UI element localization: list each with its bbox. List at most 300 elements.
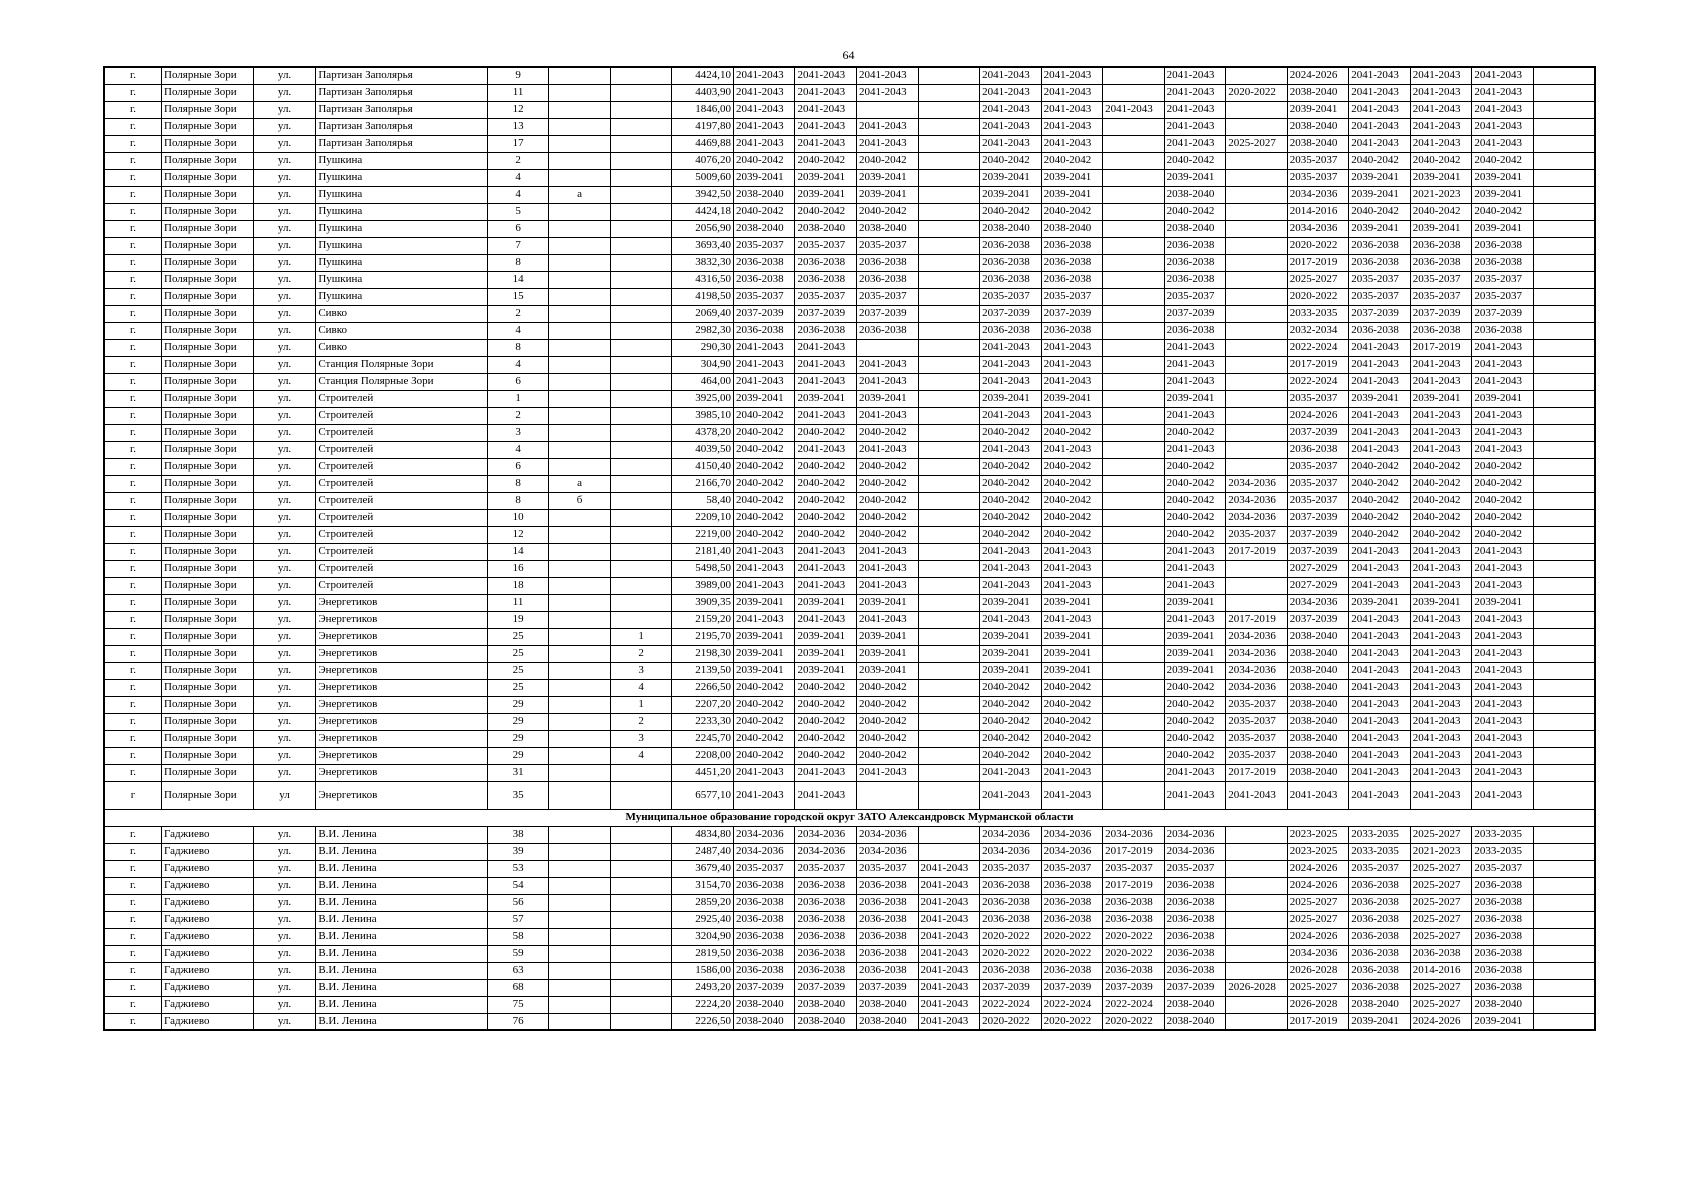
cell-d3 xyxy=(857,339,919,356)
cell-d11: 2041-2043 xyxy=(1349,628,1411,645)
cell-d12: 2025-2027 xyxy=(1410,911,1472,928)
cell-d7 xyxy=(1103,441,1165,458)
cell-street: Пушкина xyxy=(316,271,487,288)
cell-type: г. xyxy=(104,894,162,911)
cell-d11: 2040-2042 xyxy=(1349,152,1411,169)
cell-d5: 2036-2038 xyxy=(980,894,1042,911)
cell-d1: 2040-2042 xyxy=(733,509,795,526)
table-row xyxy=(104,826,1595,843)
cell-d13: 2041-2043 xyxy=(1472,628,1534,645)
table-row xyxy=(104,996,1595,1013)
cell-d9 xyxy=(1226,390,1288,407)
cell-d9 xyxy=(1226,441,1288,458)
cell-type: г. xyxy=(104,860,162,877)
cell-d1: 2040-2042 xyxy=(733,526,795,543)
cell-d11: 2036-2038 xyxy=(1349,894,1411,911)
cell-building xyxy=(549,84,611,101)
cell-area: 3154,70 xyxy=(672,877,734,894)
cell-d13: 2041-2043 xyxy=(1472,67,1534,84)
cell-d10: 2034-2036 xyxy=(1287,186,1349,203)
cell-house: 1 xyxy=(487,390,549,407)
cell-d6: 2036-2038 xyxy=(1041,271,1103,288)
cell-d5: 2036-2038 xyxy=(980,254,1042,271)
cell-street: Сивко xyxy=(316,339,487,356)
cell-d13: 2040-2042 xyxy=(1472,492,1534,509)
cell-d10: 2038-2040 xyxy=(1287,696,1349,713)
cell-building xyxy=(549,577,611,594)
cell-d9 xyxy=(1226,203,1288,220)
cell-d7: 2020-2022 xyxy=(1103,945,1165,962)
cell-street_type: ул. xyxy=(253,1013,316,1030)
cell-d3: 2041-2043 xyxy=(857,764,919,781)
cell-d9 xyxy=(1226,594,1288,611)
cell-d5: 2041-2043 xyxy=(980,560,1042,577)
cell-d9: 2034-2036 xyxy=(1226,679,1288,696)
cell-d13: 2040-2042 xyxy=(1472,509,1534,526)
table-row xyxy=(104,747,1595,764)
cell-block xyxy=(610,441,672,458)
cell-d10: 2025-2027 xyxy=(1287,894,1349,911)
cell-area: 2195,70 xyxy=(672,628,734,645)
cell-d8: 2036-2038 xyxy=(1164,322,1226,339)
cell-d10: 2041-2043 xyxy=(1287,781,1349,809)
cell-d8: 2041-2043 xyxy=(1164,407,1226,424)
cell-street_type: ул. xyxy=(253,84,316,101)
cell-d6: 2034-2036 xyxy=(1041,843,1103,860)
cell-building: а xyxy=(549,475,611,492)
cell-d5: 2034-2036 xyxy=(980,843,1042,860)
cell-d5: 2039-2041 xyxy=(980,186,1042,203)
cell-street_type: ул. xyxy=(253,271,316,288)
cell-d4 xyxy=(918,220,980,237)
cell-d3: 2041-2043 xyxy=(857,560,919,577)
cell-d11: 2041-2043 xyxy=(1349,764,1411,781)
cell-d3: 2041-2043 xyxy=(857,373,919,390)
cell-street: Станция Полярные Зори xyxy=(316,356,487,373)
cell-block xyxy=(610,764,672,781)
cell-d4 xyxy=(918,237,980,254)
cell-type: г. xyxy=(104,696,162,713)
cell-d2: 2036-2038 xyxy=(795,894,857,911)
cell-d9 xyxy=(1226,322,1288,339)
cell-d9 xyxy=(1226,220,1288,237)
cell-d4 xyxy=(918,509,980,526)
cell-d11: 2041-2043 xyxy=(1349,424,1411,441)
cell-building xyxy=(549,373,611,390)
cell-d2: 2034-2036 xyxy=(795,843,857,860)
cell-area: 4451,20 xyxy=(672,764,734,781)
cell-city: Гаджиево xyxy=(162,843,254,860)
cell-d14 xyxy=(1533,101,1595,118)
cell-d14 xyxy=(1533,118,1595,135)
cell-street: Строителей xyxy=(316,390,487,407)
cell-d4: 2041-2043 xyxy=(918,911,980,928)
cell-d1: 2036-2038 xyxy=(733,911,795,928)
cell-d12: 2041-2043 xyxy=(1410,407,1472,424)
cell-d9: 2035-2037 xyxy=(1226,747,1288,764)
table-row xyxy=(104,1013,1595,1030)
cell-d2: 2041-2043 xyxy=(795,67,857,84)
cell-d9 xyxy=(1226,152,1288,169)
cell-d8: 2041-2043 xyxy=(1164,84,1226,101)
cell-d2: 2041-2043 xyxy=(795,101,857,118)
cell-d7 xyxy=(1103,220,1165,237)
cell-d4 xyxy=(918,764,980,781)
cell-street: Энергетиков xyxy=(316,662,487,679)
cell-d14 xyxy=(1533,662,1595,679)
cell-street_type: ул. xyxy=(253,713,316,730)
cell-d2: 2035-2037 xyxy=(795,860,857,877)
cell-street_type: ул. xyxy=(253,101,316,118)
cell-d12: 2041-2043 xyxy=(1410,645,1472,662)
cell-d5: 2037-2039 xyxy=(980,305,1042,322)
cell-d6: 2041-2043 xyxy=(1041,67,1103,84)
cell-d6: 2041-2043 xyxy=(1041,339,1103,356)
cell-d13: 2036-2038 xyxy=(1472,928,1534,945)
cell-street: Партизан Заполярья xyxy=(316,135,487,152)
cell-d3: 2041-2043 xyxy=(857,84,919,101)
cell-d13: 2041-2043 xyxy=(1472,356,1534,373)
cell-street_type: ул. xyxy=(253,390,316,407)
cell-d13: 2041-2043 xyxy=(1472,764,1534,781)
table-row xyxy=(104,696,1595,713)
cell-d8: 2041-2043 xyxy=(1164,339,1226,356)
cell-d6: 2020-2022 xyxy=(1041,945,1103,962)
cell-block xyxy=(610,373,672,390)
cell-street: Пушкина xyxy=(316,186,487,203)
cell-d11: 2036-2038 xyxy=(1349,979,1411,996)
cell-street: В.И. Ленина xyxy=(316,826,487,843)
cell-building: а xyxy=(549,186,611,203)
cell-d3: 2040-2042 xyxy=(857,458,919,475)
cell-block xyxy=(610,135,672,152)
cell-block xyxy=(610,860,672,877)
cell-d2: 2036-2038 xyxy=(795,928,857,945)
cell-d4 xyxy=(918,526,980,543)
cell-house: 76 xyxy=(487,1013,549,1030)
cell-d7 xyxy=(1103,509,1165,526)
cell-d2: 2036-2038 xyxy=(795,254,857,271)
cell-d8: 2040-2042 xyxy=(1164,696,1226,713)
cell-d8: 2039-2041 xyxy=(1164,628,1226,645)
cell-d14 xyxy=(1533,979,1595,996)
cell-building xyxy=(549,911,611,928)
cell-d8: 2038-2040 xyxy=(1164,186,1226,203)
cell-d2: 2036-2038 xyxy=(795,322,857,339)
cell-d13: 2035-2037 xyxy=(1472,288,1534,305)
cell-type: г. xyxy=(104,271,162,288)
cell-d14 xyxy=(1533,611,1595,628)
cell-type: г. xyxy=(104,237,162,254)
cell-type: г. xyxy=(104,118,162,135)
cell-area: 3679,40 xyxy=(672,860,734,877)
cell-d5: 2020-2022 xyxy=(980,1013,1042,1030)
table-row xyxy=(104,679,1595,696)
cell-d10: 2017-2019 xyxy=(1287,254,1349,271)
cell-street: В.И. Ленина xyxy=(316,860,487,877)
cell-d8: 2040-2042 xyxy=(1164,526,1226,543)
cell-d14 xyxy=(1533,135,1595,152)
cell-d8: 2040-2042 xyxy=(1164,679,1226,696)
cell-d8: 2040-2042 xyxy=(1164,492,1226,509)
cell-d6: 2041-2043 xyxy=(1041,135,1103,152)
cell-d8: 2035-2037 xyxy=(1164,860,1226,877)
cell-d14 xyxy=(1533,594,1595,611)
cell-building xyxy=(549,979,611,996)
cell-block xyxy=(610,979,672,996)
cell-d1: 2038-2040 xyxy=(733,220,795,237)
cell-d1: 2041-2043 xyxy=(733,577,795,594)
cell-area: 304,90 xyxy=(672,356,734,373)
cell-d7 xyxy=(1103,781,1165,809)
cell-d10: 2038-2040 xyxy=(1287,679,1349,696)
cell-house: 12 xyxy=(487,526,549,543)
cell-d4 xyxy=(918,662,980,679)
cell-d1: 2040-2042 xyxy=(733,475,795,492)
cell-d14 xyxy=(1533,220,1595,237)
cell-d11: 2038-2040 xyxy=(1349,996,1411,1013)
cell-house: 16 xyxy=(487,560,549,577)
cell-d14 xyxy=(1533,628,1595,645)
cell-d2: 2038-2040 xyxy=(795,220,857,237)
table-row xyxy=(104,424,1595,441)
cell-d5: 2036-2038 xyxy=(980,962,1042,979)
cell-d1: 2041-2043 xyxy=(733,781,795,809)
cell-building xyxy=(549,220,611,237)
cell-d7 xyxy=(1103,339,1165,356)
cell-street_type: ул. xyxy=(253,543,316,560)
cell-building xyxy=(549,390,611,407)
cell-d4 xyxy=(918,730,980,747)
cell-d1: 2041-2043 xyxy=(733,135,795,152)
table-row xyxy=(104,509,1595,526)
cell-d11: 2040-2042 xyxy=(1349,475,1411,492)
cell-street: Энергетиков xyxy=(316,713,487,730)
cell-d6: 2039-2041 xyxy=(1041,390,1103,407)
cell-d10: 2024-2026 xyxy=(1287,407,1349,424)
cell-d12: 2014-2016 xyxy=(1410,962,1472,979)
cell-d7 xyxy=(1103,526,1165,543)
cell-city: Полярные Зори xyxy=(162,356,254,373)
cell-d4 xyxy=(918,373,980,390)
cell-street: Пушкина xyxy=(316,288,487,305)
cell-d4: 2041-2043 xyxy=(918,928,980,945)
cell-street: Партизан Заполярья xyxy=(316,118,487,135)
cell-d7 xyxy=(1103,118,1165,135)
cell-d12: 2024-2026 xyxy=(1410,1013,1472,1030)
cell-block xyxy=(610,781,672,809)
cell-block xyxy=(610,826,672,843)
cell-d10: 2033-2035 xyxy=(1287,305,1349,322)
cell-city: Полярные Зори xyxy=(162,254,254,271)
cell-street_type: ул. xyxy=(253,730,316,747)
cell-d4 xyxy=(918,186,980,203)
cell-area: 4378,20 xyxy=(672,424,734,441)
cell-d10: 2037-2039 xyxy=(1287,543,1349,560)
cell-d12: 2039-2041 xyxy=(1410,169,1472,186)
cell-d7 xyxy=(1103,458,1165,475)
cell-type: г. xyxy=(104,492,162,509)
cell-d5: 2041-2043 xyxy=(980,543,1042,560)
cell-type: г. xyxy=(104,424,162,441)
cell-d8: 2039-2041 xyxy=(1164,645,1226,662)
cell-area: 2181,40 xyxy=(672,543,734,560)
cell-city: Полярные Зори xyxy=(162,84,254,101)
cell-d13: 2041-2043 xyxy=(1472,424,1534,441)
cell-d6: 2040-2042 xyxy=(1041,730,1103,747)
cell-area: 4197,80 xyxy=(672,118,734,135)
cell-street_type: ул. xyxy=(253,220,316,237)
cell-type: г. xyxy=(104,373,162,390)
cell-d14 xyxy=(1533,696,1595,713)
cell-d11: 2041-2043 xyxy=(1349,662,1411,679)
cell-street: Станция Полярные Зори xyxy=(316,373,487,390)
cell-d8: 2040-2042 xyxy=(1164,424,1226,441)
cell-building xyxy=(549,730,611,747)
cell-type: г. xyxy=(104,526,162,543)
cell-d6: 2040-2042 xyxy=(1041,424,1103,441)
cell-d5: 2038-2040 xyxy=(980,220,1042,237)
cell-d4 xyxy=(918,169,980,186)
cell-d11: 2041-2043 xyxy=(1349,84,1411,101)
cell-d4 xyxy=(918,577,980,594)
cell-d13: 2033-2035 xyxy=(1472,826,1534,843)
cell-d1: 2041-2043 xyxy=(733,339,795,356)
cell-block xyxy=(610,101,672,118)
cell-d2: 2040-2042 xyxy=(795,475,857,492)
cell-house: 57 xyxy=(487,911,549,928)
cell-d11: 2039-2041 xyxy=(1349,390,1411,407)
cell-city: Полярные Зори xyxy=(162,475,254,492)
cell-street_type: ул. xyxy=(253,577,316,594)
cell-d9 xyxy=(1226,186,1288,203)
cell-d5: 2037-2039 xyxy=(980,979,1042,996)
cell-d6: 2040-2042 xyxy=(1041,679,1103,696)
cell-street_type: ул. xyxy=(253,526,316,543)
cell-d3: 2037-2039 xyxy=(857,979,919,996)
cell-d7 xyxy=(1103,645,1165,662)
cell-street_type: ул. xyxy=(253,560,316,577)
cell-d6: 2022-2024 xyxy=(1041,996,1103,1013)
cell-street: Сивко xyxy=(316,305,487,322)
cell-d7: 2017-2019 xyxy=(1103,877,1165,894)
cell-d14 xyxy=(1533,509,1595,526)
cell-type: г. xyxy=(104,390,162,407)
cell-type: г. xyxy=(104,843,162,860)
cell-d14 xyxy=(1533,679,1595,696)
cell-d12: 2041-2043 xyxy=(1410,679,1472,696)
table-row xyxy=(104,254,1595,271)
cell-d10: 2014-2016 xyxy=(1287,203,1349,220)
cell-area: 2166,70 xyxy=(672,475,734,492)
cell-d3: 2041-2043 xyxy=(857,118,919,135)
cell-area: 2982,30 xyxy=(672,322,734,339)
cell-d8: 2035-2037 xyxy=(1164,288,1226,305)
cell-d1: 2036-2038 xyxy=(733,877,795,894)
cell-street: Строителей xyxy=(316,492,487,509)
cell-d14 xyxy=(1533,577,1595,594)
cell-d14 xyxy=(1533,1013,1595,1030)
cell-d10: 2020-2022 xyxy=(1287,237,1349,254)
cell-area: 2819,50 xyxy=(672,945,734,962)
cell-d2: 2041-2043 xyxy=(795,118,857,135)
cell-house: 4 xyxy=(487,441,549,458)
cell-d6: 2041-2043 xyxy=(1041,118,1103,135)
cell-house: 25 xyxy=(487,645,549,662)
cell-d1: 2040-2042 xyxy=(733,696,795,713)
cell-d9 xyxy=(1226,877,1288,894)
cell-house: 17 xyxy=(487,135,549,152)
cell-d1: 2040-2042 xyxy=(733,713,795,730)
table-row xyxy=(104,645,1595,662)
cell-d8: 2036-2038 xyxy=(1164,271,1226,288)
cell-d12: 2025-2027 xyxy=(1410,996,1472,1013)
cell-d1: 2040-2042 xyxy=(733,407,795,424)
cell-block xyxy=(610,611,672,628)
cell-d13: 2039-2041 xyxy=(1472,1013,1534,1030)
cell-type: г. xyxy=(104,611,162,628)
cell-city: Полярные Зори xyxy=(162,458,254,475)
cell-d5: 2040-2042 xyxy=(980,509,1042,526)
cell-street_type: ул. xyxy=(253,996,316,1013)
cell-d5: 2040-2042 xyxy=(980,696,1042,713)
cell-d11: 2041-2043 xyxy=(1349,781,1411,809)
cell-building xyxy=(549,458,611,475)
cell-d4 xyxy=(918,135,980,152)
cell-d2: 2035-2037 xyxy=(795,237,857,254)
cell-d7 xyxy=(1103,594,1165,611)
cell-d8: 2040-2042 xyxy=(1164,203,1226,220)
cell-area: 2198,30 xyxy=(672,645,734,662)
cell-d9: 2035-2037 xyxy=(1226,730,1288,747)
cell-d1: 2039-2041 xyxy=(733,390,795,407)
cell-building xyxy=(549,509,611,526)
cell-house: 19 xyxy=(487,611,549,628)
cell-d11: 2041-2043 xyxy=(1349,101,1411,118)
cell-d3: 2035-2037 xyxy=(857,288,919,305)
cell-d8: 2036-2038 xyxy=(1164,237,1226,254)
cell-d6: 2036-2038 xyxy=(1041,962,1103,979)
cell-d9: 2035-2037 xyxy=(1226,526,1288,543)
cell-d9 xyxy=(1226,577,1288,594)
cell-d4: 2041-2043 xyxy=(918,877,980,894)
cell-d11: 2040-2042 xyxy=(1349,526,1411,543)
cell-d12: 2041-2043 xyxy=(1410,747,1472,764)
cell-house: 13 xyxy=(487,118,549,135)
cell-d6: 2041-2043 xyxy=(1041,543,1103,560)
cell-d4 xyxy=(918,679,980,696)
cell-d6: 2040-2042 xyxy=(1041,203,1103,220)
cell-d9: 2035-2037 xyxy=(1226,696,1288,713)
cell-area: 4150,40 xyxy=(672,458,734,475)
cell-street: В.И. Ленина xyxy=(316,843,487,860)
cell-street_type: ул. xyxy=(253,843,316,860)
cell-building xyxy=(549,877,611,894)
cell-d12: 2041-2043 xyxy=(1410,781,1472,809)
cell-d9: 2034-2036 xyxy=(1226,645,1288,662)
cell-d7 xyxy=(1103,67,1165,84)
cell-city: Полярные Зори xyxy=(162,611,254,628)
cell-street: Пушкина xyxy=(316,203,487,220)
cell-street_type: ул. xyxy=(253,509,316,526)
cell-house: 25 xyxy=(487,662,549,679)
cell-type: г. xyxy=(104,645,162,662)
cell-d13: 2036-2038 xyxy=(1472,877,1534,894)
cell-d2: 2039-2041 xyxy=(795,645,857,662)
cell-block xyxy=(610,67,672,84)
cell-street_type: ул. xyxy=(253,894,316,911)
cell-d10: 2024-2026 xyxy=(1287,877,1349,894)
